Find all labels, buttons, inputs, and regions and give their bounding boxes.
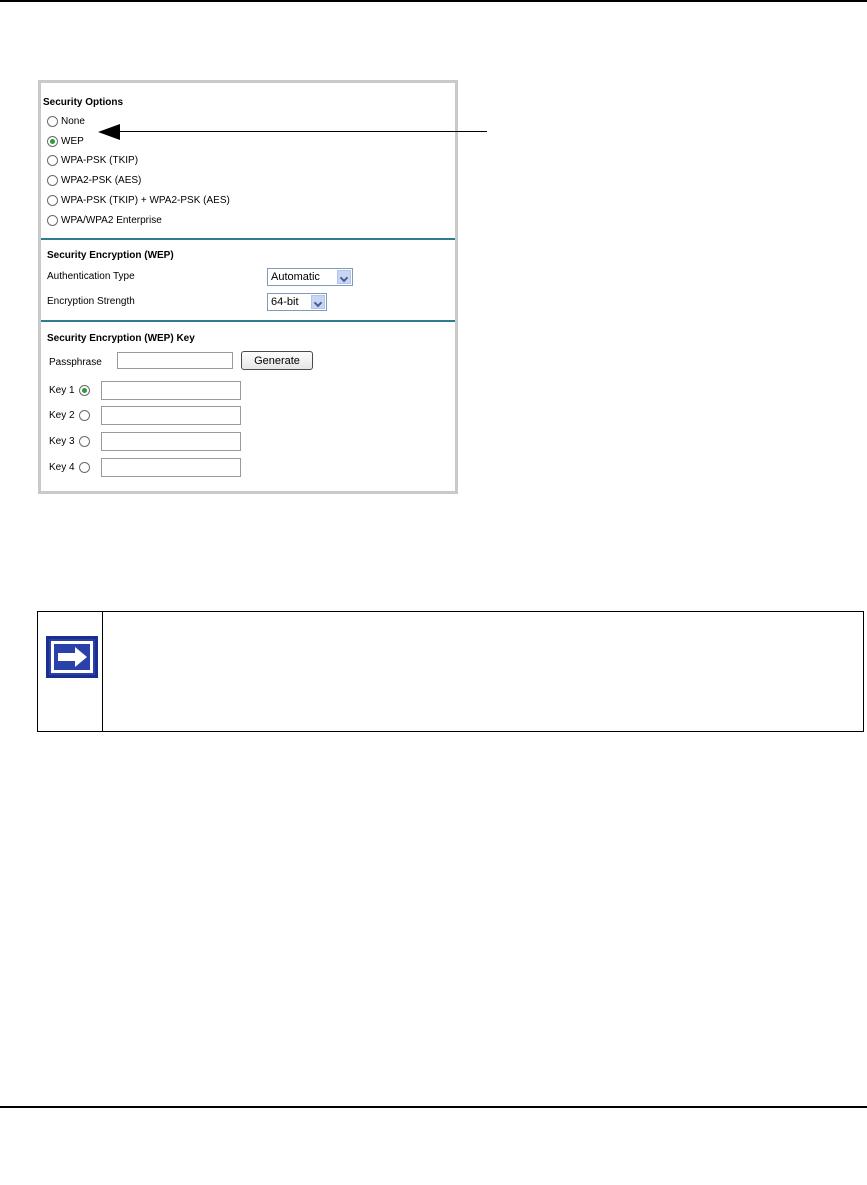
option-wpa2-psk-label: WPA2-PSK (AES): [61, 174, 142, 186]
option-wpa-psk[interactable]: [47, 153, 138, 167]
option-wpa-wpa2-psk-label: WPA-PSK (TKIP) + WPA2-PSK (AES): [61, 194, 230, 206]
option-wpa2-psk[interactable]: [47, 173, 141, 187]
encryption-strength-select[interactable]: [267, 293, 327, 311]
callout-arrow-line: [117, 131, 487, 132]
note-arrow-icon: [46, 636, 98, 678]
option-wep[interactable]: [47, 134, 84, 148]
key-2-label: Key 2: [49, 409, 75, 421]
option-wpa-psk-label: WPA-PSK (TKIP): [61, 154, 139, 166]
top-rule: [0, 0, 867, 2]
security-options-heading: Security Options: [43, 97, 124, 108]
note-box: [37, 611, 864, 732]
passphrase-input[interactable]: [117, 352, 233, 369]
key-1-input[interactable]: [101, 381, 241, 400]
key-4-label: Key 4: [49, 461, 75, 473]
option-wpa-wpa2-psk-radio[interactable]: [47, 195, 58, 206]
key-row: [49, 381, 93, 399]
auth-type-value: Automatic: [271, 271, 320, 283]
key-3-radio[interactable]: [79, 436, 90, 447]
key-4-radio[interactable]: [79, 462, 90, 473]
auth-type-label: Authentication Type: [47, 271, 135, 282]
generate-button[interactable]: Generate: [241, 351, 313, 370]
note-separator: [102, 612, 103, 731]
wireless-security-panel: [38, 80, 458, 494]
encryption-strength-value: 64-bit: [271, 296, 299, 308]
option-wep-radio[interactable]: [47, 136, 58, 147]
option-wpa2-psk-radio[interactable]: [47, 175, 58, 186]
callout-arrow-icon: [98, 124, 120, 140]
chevron-down-icon[interactable]: [337, 270, 351, 284]
key-row: [49, 432, 93, 450]
passphrase-label: Passphrase: [49, 357, 102, 368]
key-section-heading: Security Encryption (WEP) Key: [47, 333, 195, 344]
key-3-input[interactable]: [101, 432, 241, 451]
option-none[interactable]: [47, 114, 85, 128]
key-2-radio[interactable]: [79, 410, 90, 421]
option-none-radio[interactable]: [47, 116, 58, 127]
encryption-heading: Security Encryption (WEP): [47, 250, 174, 261]
section-divider: [41, 320, 455, 322]
key-1-label: Key 1: [49, 384, 75, 396]
key-2-input[interactable]: [101, 406, 241, 425]
option-enterprise[interactable]: [47, 213, 162, 227]
key-4-input[interactable]: [101, 458, 241, 477]
key-row: [49, 406, 93, 424]
key-row: [49, 458, 93, 476]
section-divider: [41, 238, 455, 240]
encryption-strength-label: Encryption Strength: [47, 296, 135, 307]
option-wpa-psk-radio[interactable]: [47, 155, 58, 166]
bottom-rule: [0, 1106, 867, 1108]
chevron-down-icon[interactable]: [311, 295, 325, 309]
key-3-label: Key 3: [49, 435, 75, 447]
option-enterprise-radio[interactable]: [47, 215, 58, 226]
option-none-label: None: [61, 115, 85, 127]
option-enterprise-label: WPA/WPA2 Enterprise: [61, 214, 162, 226]
option-wep-label: WEP: [61, 135, 84, 147]
option-wpa-wpa2-psk[interactable]: [47, 193, 230, 207]
auth-type-select[interactable]: [267, 268, 353, 286]
key-1-radio[interactable]: [79, 385, 90, 396]
